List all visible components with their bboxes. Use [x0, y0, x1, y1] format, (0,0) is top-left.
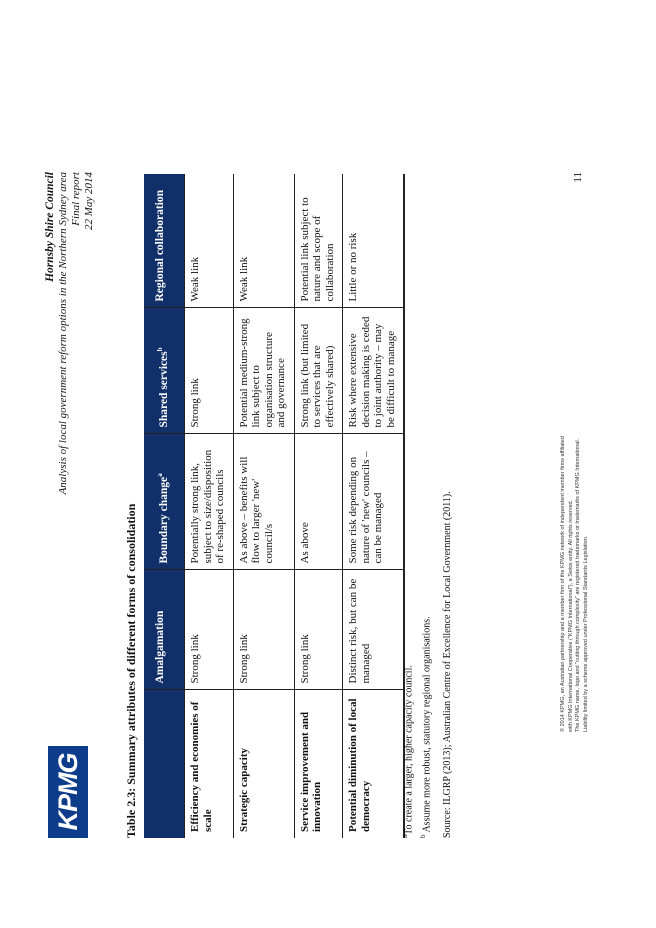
table-row — [233, 174, 294, 838]
row-attribute: Service improvement and innovation — [294, 690, 343, 838]
cell-regional-collaboration: Little or no risk — [347, 232, 359, 302]
cell-amalgamation: Strong link — [233, 570, 294, 690]
header-cell-amalgamation: Amalgamation — [144, 570, 185, 690]
cell-shared-services: Strong link (but limited to services that are effectively shared) — [294, 308, 343, 434]
table-header-row — [144, 174, 185, 838]
cell-shared-services: Risk where extensive decision making is ceded to joint authority – may be difficult to manage — [343, 308, 405, 434]
legal-line: © 2014 KPMG, an Australian partnership and a member firm of the KPMG network of independent member firms affiliated — [560, 436, 566, 732]
cell-regional-collaboration: Weak link — [237, 256, 250, 302]
document-header — [44, 172, 96, 494]
row-attribute: Potential diminution of local democracy — [343, 690, 405, 838]
legal-disclaimer — [560, 312, 590, 732]
kpmg-logo: KPMG — [48, 746, 88, 838]
footnote-a: $^a$To create a larger, higher capacity council. — [401, 665, 415, 838]
cell-amalgamation: Strong link — [185, 570, 234, 690]
cell-regional-collaboration: Potential link subject to nature and scope of collaboration — [298, 197, 336, 302]
header-subtitle: Analysis of local government reform options in the Northern Sydney area — [57, 172, 69, 495]
source-note: Source: ILGRP (2013); Australian Centre of Excellence for Local Government (2011). — [441, 491, 453, 838]
cell-shared-services: Potential medium-strong link subject to organisation structure and governance — [233, 308, 294, 434]
header-cell-regional-collaboration: Regional collaboration — [144, 174, 185, 308]
legal-line: with KPMG International Cooperative ("KPMG International"), a Swiss entity. All rights reserved. — [567, 499, 574, 732]
header-cell-shared-services: Shared services$^b$ — [144, 308, 185, 434]
header-cell-boundary-change: Boundary change$^a$ — [144, 434, 185, 570]
page-number: 11 — [572, 172, 584, 183]
cell-boundary-change: As above – benefits will flow to larger 'new' council/s — [233, 434, 294, 570]
header-report: Final report — [70, 172, 82, 226]
header-date: 22 May 2014 — [83, 172, 95, 231]
legal-line: The KPMG name, logo and "cutting through complexity" are registered trademarks or trademarks of KPMG International. — [575, 438, 581, 732]
cell-boundary-change: Potentially strong link, subject to size/disposition of re-shaped councils — [185, 434, 234, 570]
table-row — [185, 174, 234, 838]
row-attribute: Efficiency and economies of scale — [185, 690, 234, 838]
cell-shared-services: Strong link — [185, 308, 234, 434]
table-notes — [398, 491, 455, 838]
consolidation-table — [144, 174, 405, 838]
cell-amalgamation: Distinct risk, but can be managed — [343, 570, 405, 690]
cell-boundary-change: As above — [294, 434, 343, 570]
row-attribute: Strategic capacity — [233, 690, 294, 838]
cell-amalgamation: Strong link — [294, 570, 343, 690]
header-council: Hornsby Shire Council — [44, 172, 56, 282]
footnote-b: $^b$ Assume more robust, statutory regional organisations. — [419, 616, 433, 838]
cell-regional-collaboration: Weak link — [189, 256, 201, 302]
cell-boundary-change: Some risk depending on nature of 'new' councils – can be managed — [343, 434, 405, 570]
table-row — [343, 174, 405, 838]
header-cell-blank — [144, 690, 185, 838]
table-row — [294, 174, 343, 838]
table-title: Table 2.3: Summary attributes of different forms of consolidation — [124, 503, 138, 838]
legal-line: Liability limited by a scheme approved under Professional Standards Legislation. — [582, 535, 589, 732]
